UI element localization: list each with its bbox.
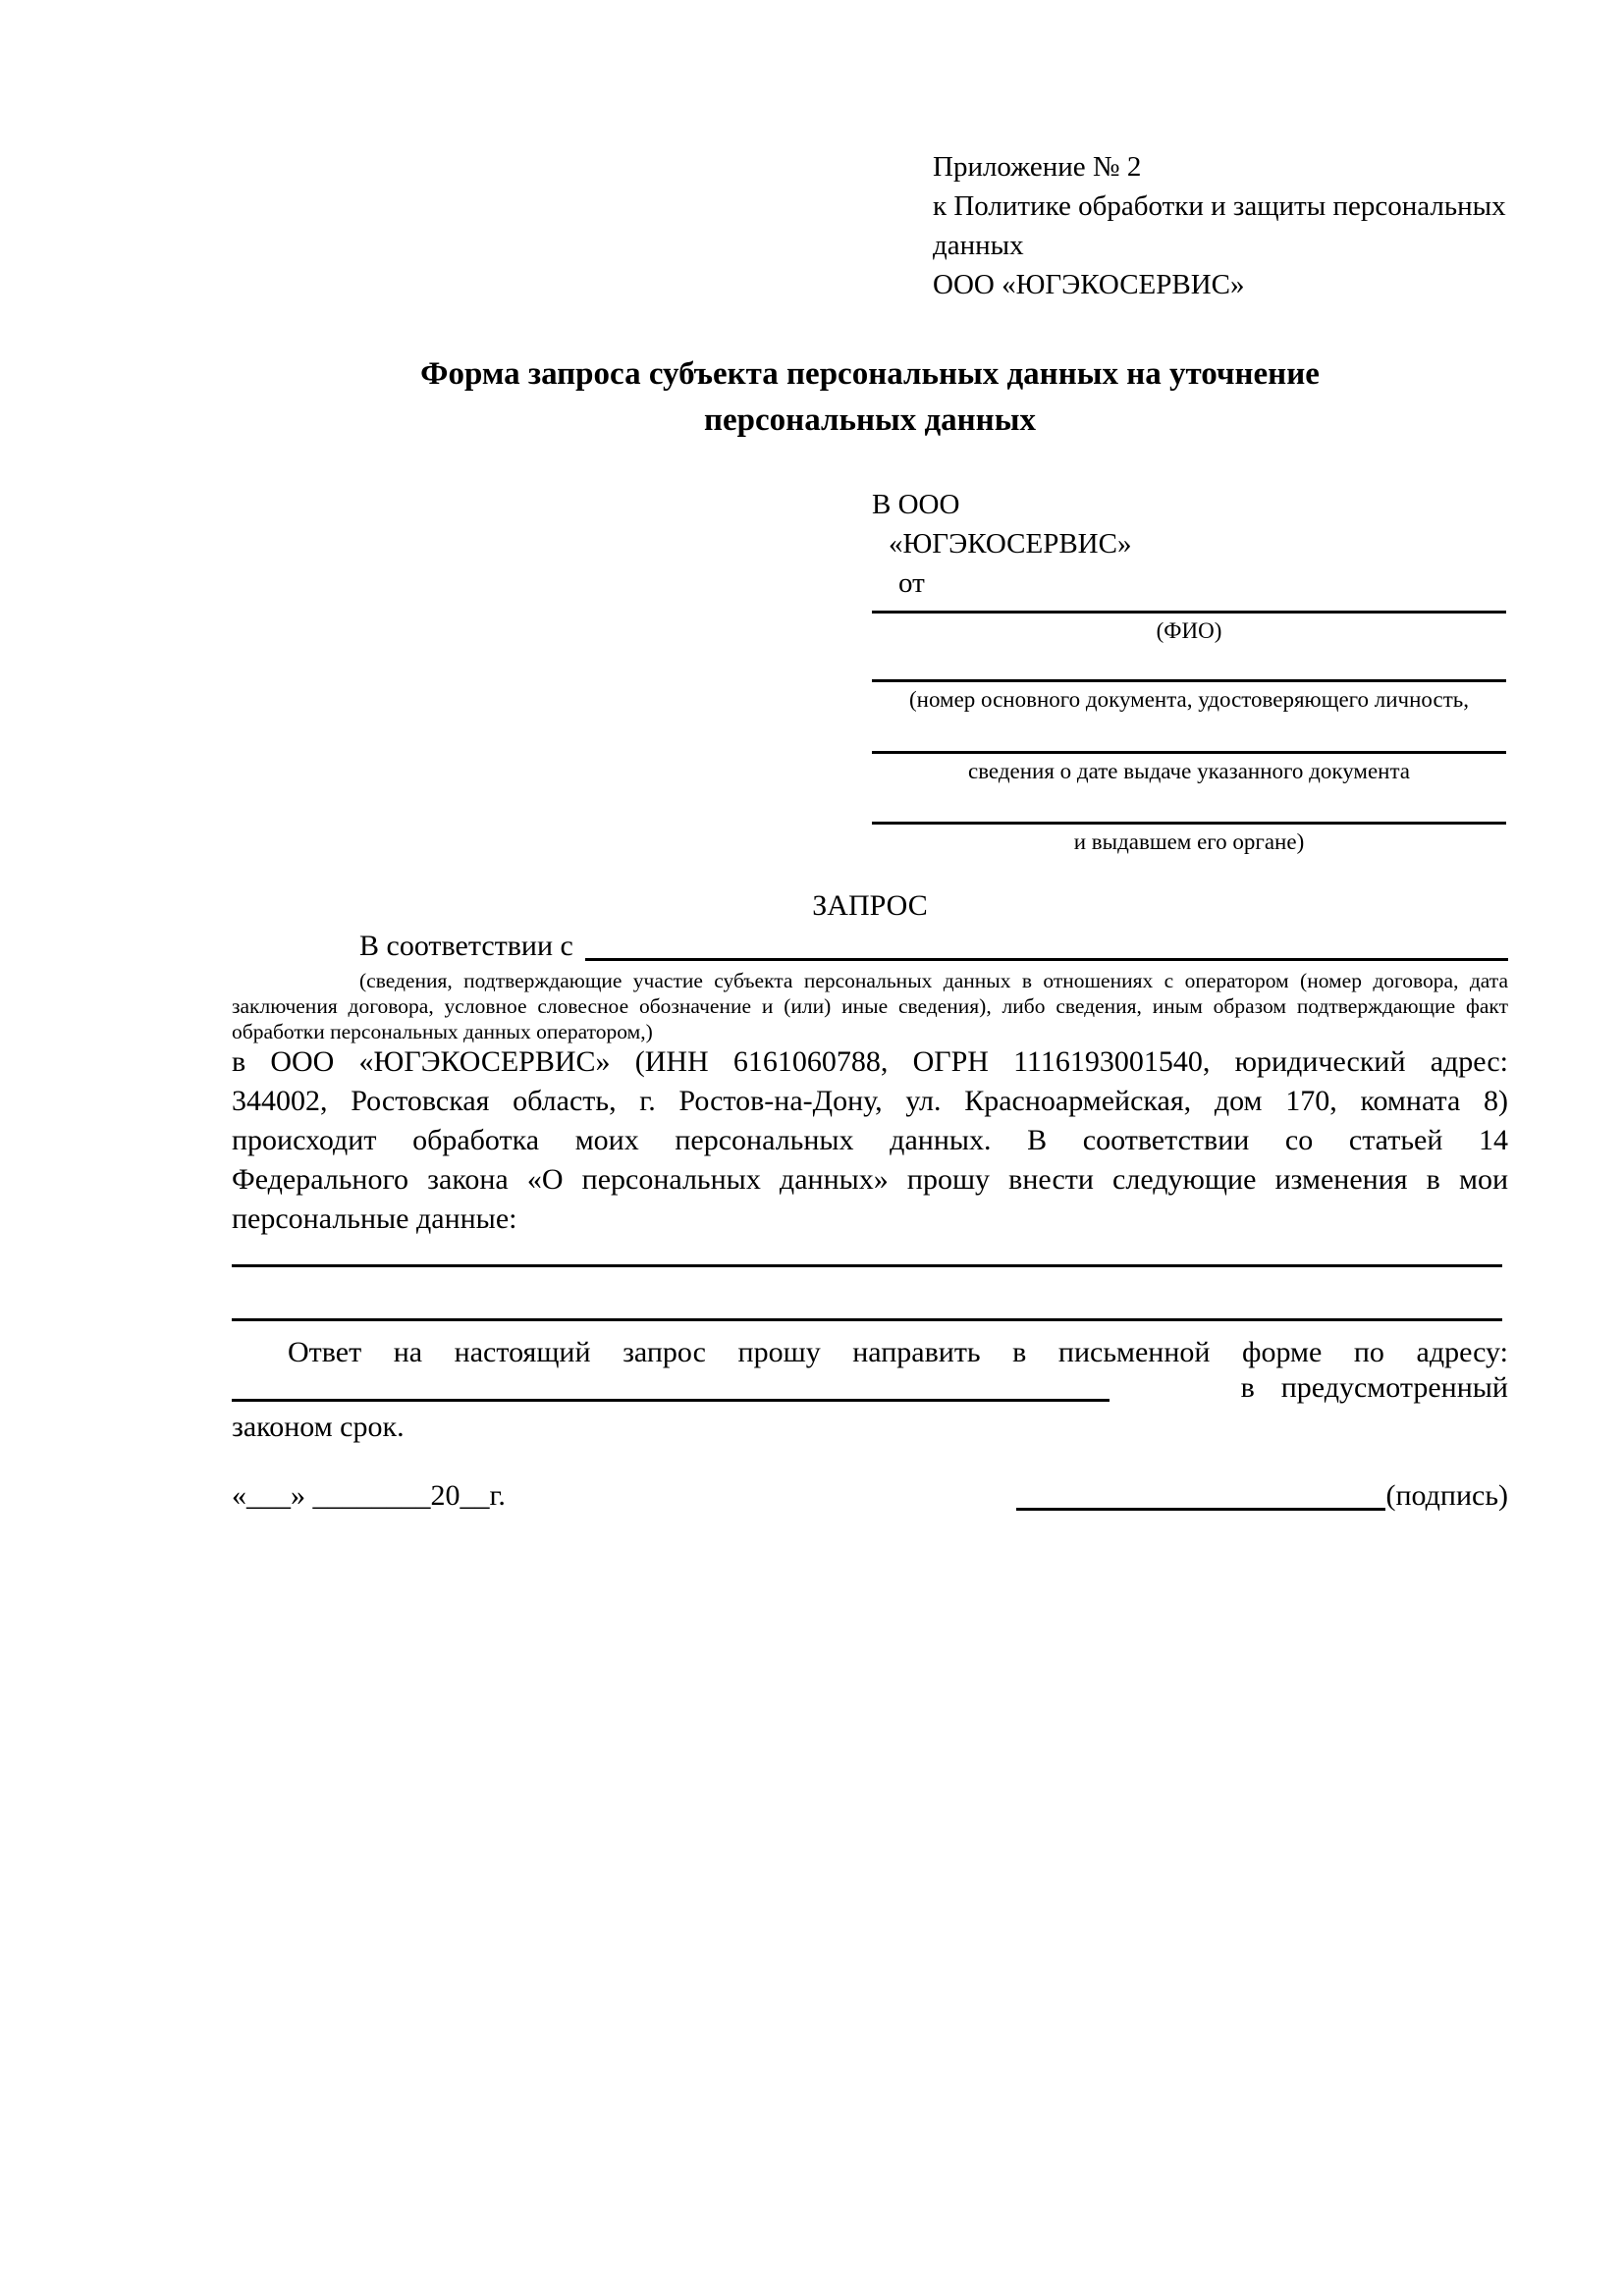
- addressee-from-label: от: [898, 567, 925, 599]
- addressee-block: [872, 485, 1131, 603]
- request-body-line-1: в ООО «ЮГЭКОСЕРВИС» (ИНН 6161060788, ОГРН 1116193001540, юридический адрес:: [232, 1045, 1508, 1078]
- reply-paragraph-line-2: [232, 1368, 1508, 1408]
- document-number-field: [872, 679, 1506, 715]
- signature-input-line[interactable]: [1016, 1508, 1385, 1511]
- appendix-header-line-1: Приложение № 2: [933, 151, 1142, 183]
- issue-date-field: [872, 751, 1506, 786]
- signature-block: [1016, 1474, 1508, 1518]
- reply-paragraph-line-3: законом срок.: [232, 1411, 405, 1443]
- fio-field: [872, 611, 1506, 646]
- footnote-line-2: заключения договора, условное словесное обозначение и (или) иные сведения), либо сведения, иным образом подтверждающие факт: [232, 994, 1508, 1018]
- address-input-line[interactable]: [232, 1399, 1110, 1402]
- accordance-input-line[interactable]: [585, 958, 1508, 961]
- footnote-block: [232, 968, 1508, 1044]
- document-title: [232, 351, 1508, 444]
- footnote-line-1: (сведения, подтверждающие участие субъекта персональных данных в отношениях с оператором (номер договора, дата: [359, 969, 1508, 992]
- request-body: [232, 1042, 1508, 1239]
- request-body-line-4: Федерального закона «О персональных данных» прошу внести следующие изменения в мои: [232, 1163, 1508, 1196]
- issuer-field: [872, 822, 1506, 857]
- changes-input-line-2[interactable]: [232, 1318, 1502, 1321]
- request-body-line-3: происходит обработка моих персональных данных. В соответствии со статьей 14: [232, 1124, 1508, 1156]
- addressee-company-prefix: В ООО: [872, 489, 960, 520]
- request-heading: ЗАПРОС: [812, 889, 928, 922]
- appendix-header-line-3: данных: [933, 230, 1024, 261]
- issue-date-caption: сведения о дате выдаче указанного документа: [967, 759, 1411, 783]
- appendix-header-line-4: ООО «ЮГЭКОСЕРВИС»: [933, 269, 1245, 300]
- appendix-header-line-2: к Политике обработки и защиты персональных: [933, 190, 1506, 222]
- request-body-line-2: 344002, Ростовская область, г. Ростов-на-Дону, ул. Красноармейская, дом 170, комната 8): [232, 1085, 1508, 1117]
- addressee-company-name: «ЮГЭКОСЕРВИС»: [889, 528, 1132, 560]
- footnote-line-3: обработки персональных данных оператором,): [232, 1020, 653, 1043]
- request-body-line-5: персональные данные:: [232, 1202, 517, 1235]
- appendix-header: [933, 147, 1522, 304]
- date-blank[interactable]: «___» ________20__г.: [232, 1479, 506, 1512]
- reply-word-v: в: [1240, 1371, 1255, 1404]
- fio-caption: (ФИО): [1156, 618, 1222, 643]
- accordance-row: [232, 927, 1508, 966]
- accordance-label: В соответствии с: [359, 930, 573, 962]
- issuer-caption: и выдавшем его органе): [1073, 829, 1305, 854]
- document-number-caption: (номер основного документа, удостоверяющего личность,: [908, 687, 1469, 712]
- document-title-line-1: Форма запроса субъекта персональных данных на уточнение: [420, 356, 1320, 392]
- signature-caption: (подпись): [1385, 1479, 1508, 1512]
- reply-paragraph-line-1: Ответ на настоящий запрос прошу направить в письменной форме по адресу:: [288, 1336, 1508, 1368]
- changes-input-line-1[interactable]: [232, 1264, 1502, 1267]
- reply-word-predusmotrennyj: предусмотренный: [1280, 1371, 1508, 1404]
- document-title-line-2: персональных данных: [704, 402, 1036, 438]
